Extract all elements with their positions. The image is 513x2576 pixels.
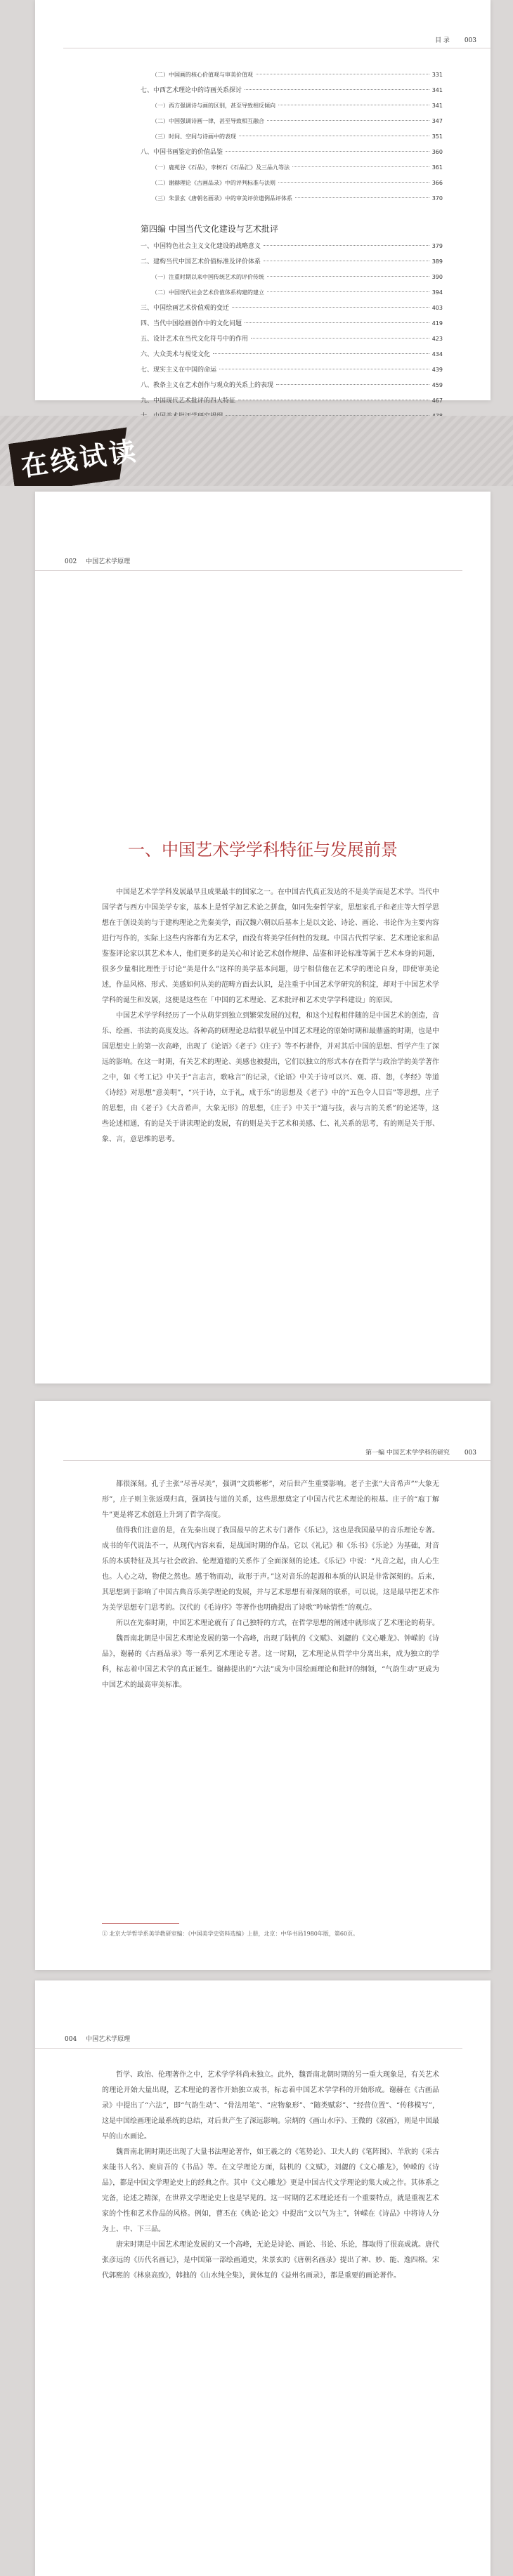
preview-banner <box>0 416 513 486</box>
toc-entry-page: 347 <box>431 118 443 124</box>
toc-entry <box>141 362 443 378</box>
toc-leader-dots <box>267 120 429 121</box>
toc-leader-dots <box>245 89 429 90</box>
toc-entry <box>141 378 443 393</box>
paragraph: 中国是艺术学学科发展最早且成果最丰的国家之一。在中国古代真正发达的不是美学而是艺术学。当代中国学者与西方中国美学专家，基本上是哲学加艺术论之拼盘，如同先秦哲学家，思想家孔子和老庄等大哲学思想在于创设美的与于建构理论之先秦美学，而汉魏六朝以后基本上是以文论、诗论、画论、书论作为主要内容进行写作的，实际上这些内容都有为艺术学，而没有将美学任何性的发现。中国古代哲学家、艺术理论家和品鉴鉴评论家以其艺术本人，他们更多的是关心和讨论艺术创作规律、品鉴和评论标准等属于艺术本身的问题，很多少量相比理性于讨论“美是什么”这样的美学基本问题，毋宁相信他在艺术学的理论自身，即使审美论述，作品风格、形式、美感如何从美的范畴方面去认识，是注重于中国艺术学研究的积淀，却对于中国艺术学学科的诞生和发展，这便是这些在「中国的艺术理论、艺术批评和艺术史学学科建设」的原因。 <box>102 888 439 1004</box>
toc-entry-label: 八、教条主义在艺术创作与观众的关系上的表现 <box>141 382 274 389</box>
paragraph: 哲学、政治、伦理著作之中，艺术学学科尚未独立。此外，魏晋南北朝时期的另一重大现象是，有关艺术的理论开始大量出现，艺术理论的著作开始独立成书，标志着中国艺术学学科的开始形成。谢赫在《古画品录》中提出了“六法”，即“气韵生动”、“骨法用笔”、“应物象形”、“随类赋彩”、“经营位置”、“传移模写”，这是中国绘画理论最系统的总结，对后世产生了深远影响。宗炳的《画山水序》、王微的《叙画》，则是中国最早的山水画论。 <box>102 2071 439 2141</box>
toc-entry <box>141 347 443 362</box>
toc-entry-page: 459 <box>431 382 443 388</box>
body-text <box>102 2068 439 2284</box>
toc-entry-label: 三、中国绘画艺术价值观的变迁 <box>141 305 230 312</box>
page-header <box>365 1447 476 1457</box>
toc-entry-label: （一）西方强调诗与画的区别，甚至导致相反倾向 <box>152 103 275 109</box>
toc-entry <box>141 301 443 316</box>
banner-label: 在线试读 <box>19 435 141 482</box>
toc-entry-label: 第四编 中国当代文化建设与艺术批评 <box>141 224 278 234</box>
toc-entry-label: 二、建构当代中国艺术价值标准及评价体系 <box>141 258 261 265</box>
toc-entry-label: （二）中国现代社会艺术价值体系构建的建立 <box>152 289 264 296</box>
toc-entry <box>141 316 443 331</box>
toc-leader-dots <box>213 353 429 354</box>
toc-page <box>35 0 491 405</box>
toc-leader-dots <box>292 166 429 167</box>
toc-entry-page: 366 <box>431 180 443 186</box>
toc-entry-label: （三）朱景玄《唐朝名画录》中的审美评价遗例品评体系 <box>152 195 292 202</box>
footnote: ① 北京大学哲学系美学教研室编：《中国美学史资料选编》上册，北京：中华书局1980年版，第60页。 <box>102 1931 359 1937</box>
page-header <box>65 556 130 565</box>
toc-entry-page: 341 <box>431 103 443 109</box>
paragraph: 所以在先秦时期，中国艺术理论就有了自己独特的方式，在哲学思想的阐述中就形成了艺术理论的萌芽。 <box>116 1619 439 1627</box>
page-number: 002 <box>65 558 77 565</box>
page-number: 003 <box>464 37 476 44</box>
book-page-1 <box>35 492 491 1384</box>
toc-leader-dots <box>232 307 429 308</box>
header-rule <box>63 1460 491 1461</box>
toc-entry-page: 394 <box>431 289 443 296</box>
toc-leader-dots <box>276 384 429 385</box>
page-number: 004 <box>65 2036 77 2043</box>
toc-entry-label: （二）谢赫理论《古画品录》中的评判标准与法则 <box>152 180 275 186</box>
toc-entry-page: 370 <box>431 195 443 202</box>
toc-entry <box>141 254 443 270</box>
paragraph: 都很深刻。孔子主张“尽善尽美”，强调“文质彬彬”，对后世产生重要影响。老子主张“大音希声”“大象无形”，庄子则主张返璞归真，强调技与道的关系，这些思想奠定了中国古代艺术理论的根基。庄子的“庖丁解牛”更是将艺术创造上升到了哲学高度。 <box>102 1480 439 1519</box>
toc-entry-label: （一）鹿苑谷《石品》，李树石《石品汇》及三品九等法 <box>152 164 290 171</box>
toc-entry-label: 七、中西艺术理论中的诗画关系探讨 <box>141 87 242 94</box>
paragraph: 值得我们注意的是，在先秦出现了我国最早的艺术专门著作《乐记》，这也是我国最早的音乐理论专著。成书的年代说法不一，从现代内容来看，是战国时期的作品。它以《礼记》和《乐书》《乐论》为基础，对音乐的本质特征及其与社会政治、伦理道德的关系作了全面深刻的论述。《乐记》中说：“凡音之起，由人心生也。人心之动，物使之然也。感于物而动，故形于声。”这对音乐的起源和本质的认识是非常深刻的。后来，其思想到于影响了中国古典音乐美学理论的发展，并与艺术思想有着深刻的联系，可以说，这是最早把艺术作为美学思想专门思考的。汉代的《毛诗序》等著作也明确提出了诗歌“吟咏情性”的观点。 <box>102 1527 439 1612</box>
toc-entry-label: （三）时间、空间与诗画中的表现 <box>152 133 236 140</box>
toc-entry-label: （一）注重时期以来中国传统艺术的评价传统 <box>152 274 264 280</box>
toc-entry-page: 351 <box>431 133 443 140</box>
header-rule <box>35 2048 462 2049</box>
paragraph: 魏晋南北朝是中国艺术理论发展的第一个高峰，出现了陆机的《文赋》、刘勰的《文心雕龙》、钟嵘的《诗品》，谢赫的《古画品录》等一系列艺术理论专著。这一时期，艺术理论从哲学中分离出来，成为独立的学科，标志着中国艺术学的真正诞生。谢赫提出的“六法”成为中国绘画理论和批评的纲领，“气韵生动”更成为中国艺术的最高审美标准。 <box>102 1635 439 1689</box>
running-head: 中国艺术学原理 <box>86 2036 131 2043</box>
toc-entry <box>141 191 443 206</box>
toc-entry <box>141 393 443 409</box>
page-header <box>65 2034 130 2043</box>
toc-entry <box>141 219 443 239</box>
toc-leader-dots <box>264 245 429 246</box>
toc-entry-page: 361 <box>431 164 443 171</box>
toc-entry <box>141 98 443 114</box>
page-header <box>435 35 476 44</box>
toc-entry <box>141 145 443 160</box>
toc-entry-page: 360 <box>431 149 443 155</box>
paragraph: 唐宋时期是中国艺术理论发展的又一个高峰，无论是诗论、画论、书论、乐论，都取得了很高成就。唐代张彦远的《历代名画记》，是中国第一部绘画通史，朱景玄的《唐朝名画录》提出了神、妙、能、逸四格。宋代郭熙的《林泉高致》，韩拙的《山水纯全集》，黄休复的《益州名画录》，都是重要的画论著作。 <box>102 2241 439 2280</box>
toc-entry-label: 九、中国现代艺术批评的四大特征 <box>141 397 236 405</box>
toc-leader-dots <box>267 291 429 292</box>
toc-leader-dots <box>278 182 429 183</box>
toc-entry <box>141 331 443 347</box>
book-page-3 <box>35 1980 491 2576</box>
toc-entry <box>141 83 443 98</box>
toc-entry <box>141 239 443 254</box>
toc-entry-page: 389 <box>431 258 443 265</box>
paragraph: 中国艺术学学科经历了一个从萌芽到独立到繁荣发展的过程，和这个过程相伴随的是中国艺术的创造，音乐、绘画、书法的高度发达。各种高的研理论总结很早就呈中国艺术理论的原始时期和最鼎盛的时期，也是中国思想史上的第一次高峰，出现了《论语》《老子》《庄子》等不朽著作，并对其后中国的思想、哲学产生了深远的影响。在这一时期，有关艺术的理论、美感也被提出，它们以独立的形式本存在哲学与政治学的美学著作之中，如《考工记》中关于“言志言，歌咏言”的记录，《论语》中关于诗可以兴、观、群、怨，《孝经》等道《诗经》对思想“意美明”，“兴于诗，立于礼，成于乐”的思想及《老子》中的“五色令人目盲”等思想，庄子的思想，由《老子》《大音希声，大象无形》的思想，《庄子》中关于“道与技，表与言的关系”的论述等，这些论述相通，有的是关于讲读理论的发展，有的则是关于艺术和美感、仁、礼关系的思考，有的则是关于形、象、言，意思维的思考。 <box>102 1012 439 1143</box>
toc-entry <box>141 176 443 191</box>
toc-entry-page: 434 <box>431 351 443 357</box>
toc-entry <box>141 67 443 83</box>
running-head: 中国艺术学原理 <box>86 558 131 565</box>
toc-entry <box>141 129 443 145</box>
toc-leader-dots <box>251 338 429 339</box>
running-head: 第一编 中国艺术学学科的研究 <box>365 1450 450 1457</box>
toc-entry-page: 439 <box>431 367 443 373</box>
toc-leader-dots <box>245 322 429 323</box>
body-text <box>102 1477 439 1693</box>
paragraph: 魏晋南北朝时期还出现了大量书法理论著作，如王羲之的《笔势论》、卫夫人的《笔阵图》、羊欣的《采古来能书人名》、庾肩吾的《书品》等。在文学理论方面，陆机的《文赋》，刘勰的《文心雕龙》，钟嵘的《诗品》，都是中国文学理论史上的经典之作。其中《文心雕龙》更是中国古代文学理论的集大成之作。其体系之完备，论述之精深，在世界文学理论史上也是罕见的。这一时期的艺术理论还有一个重要特点，就是重视艺术家的个性和艺术作品的风格。例如，曹丕在《典论·论文》中提出“文以气为主”，钟嵘在《诗品》中将诗人分为上、中、下三品。 <box>102 2148 439 2233</box>
toc-entry-label: 六、大众美术与视觉文化 <box>141 351 211 358</box>
toc-entry-label: （二）中国画的核心价值观与审美价值观 <box>152 72 253 78</box>
toc-list <box>141 67 443 471</box>
toc-entry-label: 四、当代中国绘画创作中的文化问题 <box>141 320 242 327</box>
toc-entry-page: 341 <box>431 87 443 93</box>
toc-entry-label: 一、中国特色社会主义文化建设的战略意义 <box>141 243 261 250</box>
body-text <box>102 885 439 1148</box>
toc-entry-page: 331 <box>431 72 443 78</box>
footnote-rule <box>102 1923 179 1924</box>
toc-leader-dots <box>295 197 429 198</box>
running-head: 目 录 <box>435 37 450 44</box>
toc-entry <box>141 160 443 176</box>
chapter-title: 一、中国艺术学学科特征与发展前景 <box>128 840 398 860</box>
page-number: 003 <box>464 1450 476 1457</box>
toc-entry-page: 419 <box>431 320 443 327</box>
toc-entry-page: 467 <box>431 397 443 404</box>
toc-entry-label: 八、中国书画鉴定的价值品鉴 <box>141 149 223 156</box>
toc-entry-label: （二）中国强调诗画一律，甚至导致相互融合 <box>152 118 264 124</box>
toc-entry-page: 390 <box>431 274 443 280</box>
toc-entry-page: 423 <box>431 336 443 342</box>
header-rule <box>35 570 462 571</box>
toc-entry-page: 403 <box>431 305 443 311</box>
toc-entry <box>141 114 443 129</box>
toc-entry <box>141 285 443 301</box>
toc-entry-label: 五、设计艺术在当代文化符号中的作用 <box>141 336 249 343</box>
toc-entry-label: 七、现实主义在中国的命运 <box>141 367 217 374</box>
toc-entry-page: 379 <box>431 243 443 249</box>
toc-entry <box>141 270 443 285</box>
toc-leader-dots <box>226 151 429 152</box>
toc-leader-dots <box>267 276 429 277</box>
book-page-2 <box>35 1401 491 1970</box>
